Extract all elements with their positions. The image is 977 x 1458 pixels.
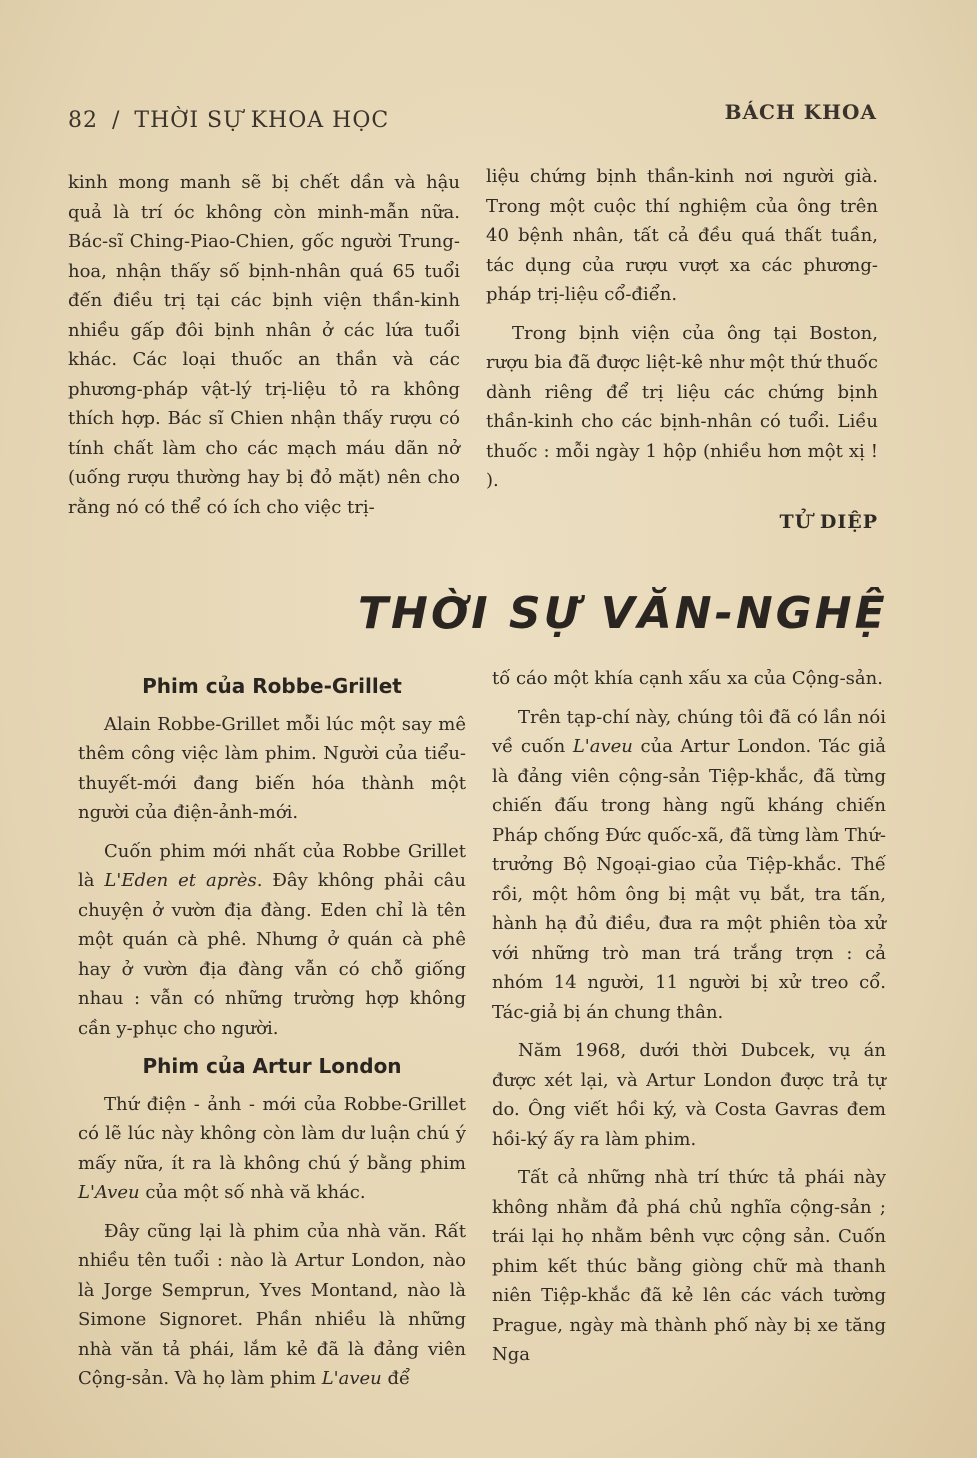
book-title: L'aveu (572, 736, 633, 757)
article-paragraph: tố cáo một khía cạnh xấu xa của Cộng-sản. (492, 668, 883, 689)
header-separator: / (112, 108, 121, 133)
arts-section-title: THỜI SỰ VĂN-NGHỆ (358, 588, 888, 639)
page-number: 82 (68, 108, 98, 133)
article-paragraph: Alain Robbe-Grillet mỗi lúc một say mê thêm công việc làm phim. Người của tiểu-thuyết-mới đang biến hóa thành một người của điện-ảnh-mới. (78, 713, 466, 823)
arts-column-left (78, 670, 466, 1403)
magazine-name: BÁCH KHOA (724, 100, 877, 124)
text-run: để (381, 1368, 411, 1389)
science-column-right (486, 162, 878, 537)
science-column-left (68, 168, 460, 531)
text-run: Thứ điện - ảnh - mới của Robbe-Grillet có lẽ lúc này không còn làm dư luận chú ý mấy nữa, ít ra là không chú ý bằng phim (78, 1093, 466, 1174)
film-title: L'Aveu (78, 1182, 140, 1203)
article-subtitle: Phim của Robbe-Grillet (142, 674, 402, 698)
section-header: THỜI SỰ KHOA HỌC (134, 108, 390, 133)
text-run: của một số nhà vă khác. (139, 1182, 366, 1203)
article-paragraph (78, 837, 466, 1044)
film-title: L'Eden et après (104, 870, 257, 891)
article-paragraph (492, 703, 886, 1028)
author-signature: TỬ DIỆP (779, 510, 878, 533)
science-paragraph: liệu chứng bịnh thần-kinh nơi người già. Trong một cuộc thí nghiệm của ông trên 40 bệnh nhân, tất cả đều quá thất tuần, tác dụng của rượu vượt xa các phương-pháp trị-liệu cổ-điển. (486, 166, 878, 305)
text-run: Cuốn phim mới nhất của Robbe Grillet là (78, 840, 466, 891)
science-paragraph: kinh mong manh sẽ bị chết dần và hậu quả là trí óc không còn minh-mẫn nữa. Bác-sĩ Ching-Piao-Chien, gốc người Trung-hoa, nhận thấy số bịnh-nhân quá 65 tuổi đến điều trị tại các bịnh viện thần-kinh nhiều gấp đôi bịnh nhân ở các lứa tuổi khác. Các loại thuốc an thần và các phương-pháp vật-lý trị-liệu tỏ ra không thích hợp. Bác sĩ Chien nhận thấy rượu có tính chất làm cho các mạch máu dãn nở (uống rượu thường hay bị đỏ mặt) nên cho rằng nó có thể có ích cho việc trị- (68, 172, 460, 518)
text-run: của Artur London. Tác giả là đảng viên cộng-sản Tiệp-khắc, đã từng chiến đấu trong hàng ngũ kháng chiến Pháp chống Đức quốc-xã, đã từng làm Thứ-trưởng Bộ Ngoại-giao của Tiệp-khắc. Thế rồi, một hôm ông bị mật vụ bắt, tra tấn, hành hạ đủ điều, đưa ra một phiên tòa xử với những trò man trá trắng trợn : cả nhóm 14 người, 11 người bị xử treo cổ. Tác-giả bị án chung thân. (492, 736, 886, 1023)
article-subtitle: Phim của Artur London (142, 1054, 402, 1078)
science-paragraph: Trong bịnh viện của ông tại Boston, rượu bia đã được liệt-kê như một thứ thuốc dành riêng để trị liệu các chứng bịnh thần-kinh cho các bịnh-nhân có tuổi. Liều thuốc : mỗi ngày 1 hộp (nhiều hơn một xị ! ). (486, 322, 878, 491)
text-run: . Đây không phải câu chuyện ở vườn địa đàng. Eden chỉ là tên một quán cà phê. Nhưng ở quán cà phê hay ở vườn địa đàng vẫn có chỗ giống nhau : vẫn có những trường hợp không cần y-phục cho người. (78, 870, 467, 1039)
article-paragraph: Năm 1968, dưới thời Dubcek, vụ án được xét lại, và Artur London được trả tự do. Ông viết hồi ký, và Costa Gavras đem hồi-ký ấy ra làm phim. (492, 1040, 886, 1150)
article-paragraph (78, 1090, 466, 1208)
film-title: L'aveu (321, 1368, 382, 1389)
article-paragraph: Tất cả những nhà trí thức tả phái này không nhằm đả phá chủ nghĩa cộng-sản ; trái lại họ nhằm bênh vực cộng sản. Cuốn phim kết thúc bằng giòng chữ mà thanh niên Tiệp-khắc đã kẻ lên các vách tường Prague, ngày mà thành phố này bị xe tăng Nga (492, 1167, 886, 1365)
text-run: Trên tạp-chí này, chúng tôi đã có lần nói về cuốn (492, 706, 886, 757)
article-paragraph (78, 1217, 466, 1394)
page-header-left (68, 108, 389, 133)
arts-column-right (492, 664, 886, 1379)
text-run: Đây cũng lại là phim của nhà văn. Rất nhiều tên tuổi : nào là Artur London, nào là Jorge Semprun, Yves Montand, nào là Simone Signoret. Phần nhiều là những nhà văn tả phái, lắm kẻ đã là đảng viên Cộng-sản. Và họ làm phim (78, 1220, 466, 1389)
